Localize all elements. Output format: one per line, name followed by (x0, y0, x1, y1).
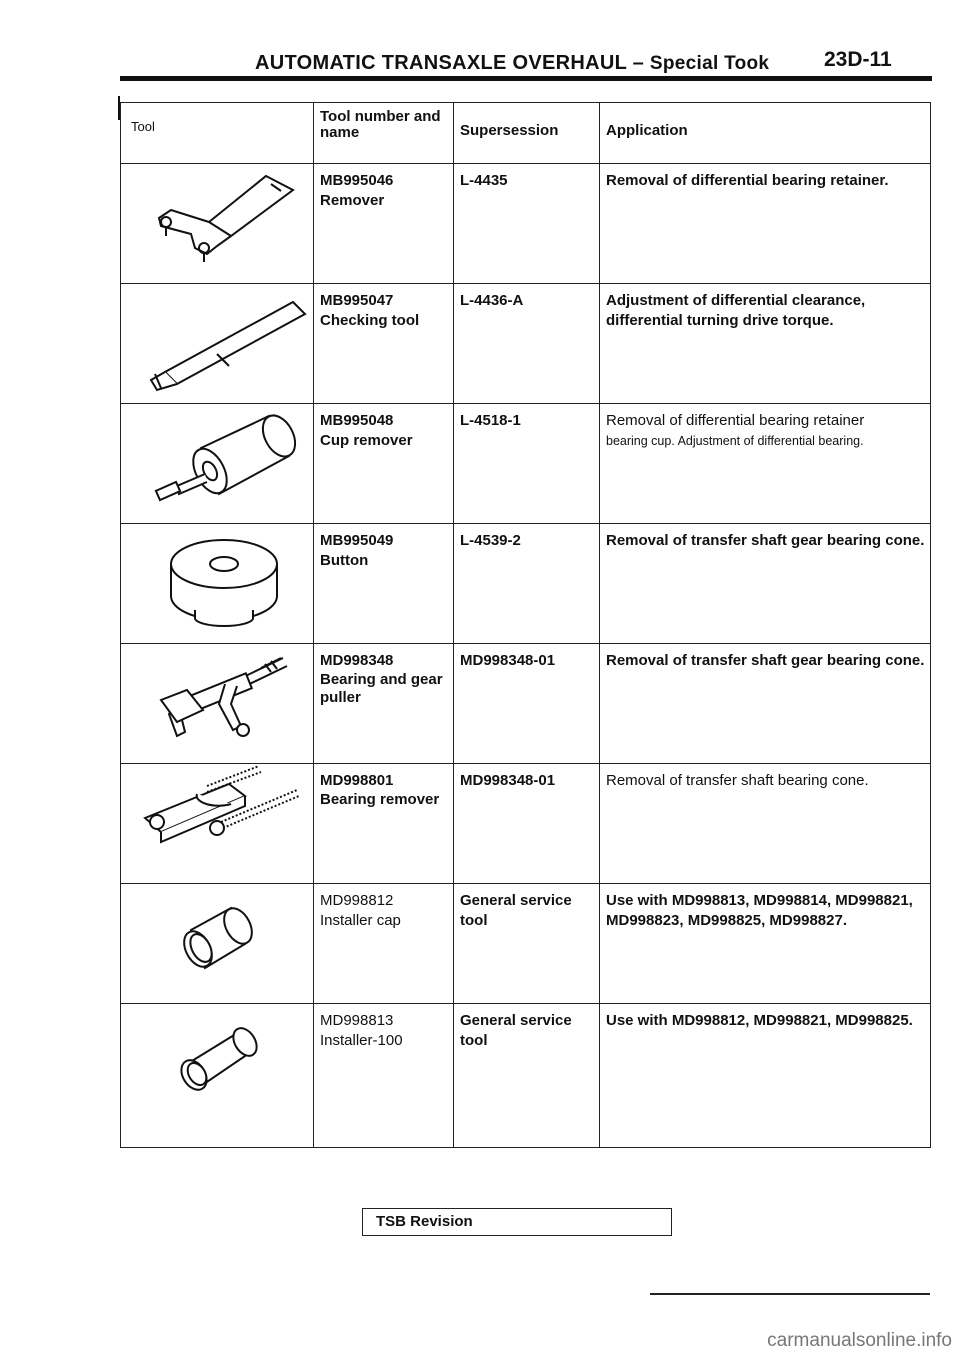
application-text: Adjustment of differential clearance, differential turning drive torque. (606, 292, 866, 329)
table-row (121, 884, 931, 1004)
tool-name: Installer-100 (320, 1032, 403, 1049)
tool-number-name-cell (314, 764, 454, 884)
supersession-cell (454, 284, 600, 404)
header-rule (120, 76, 932, 81)
table-row (121, 1004, 931, 1148)
supersession-value: General service tool (460, 892, 572, 929)
table-row (121, 164, 931, 284)
application-text: Removal of transfer shaft gear bearing cone. (606, 532, 925, 549)
column-header-supersession: Supersession (454, 103, 600, 164)
tool-number: MD998348 (320, 652, 394, 669)
spanner-wrench-icon (121, 164, 314, 276)
application-text: Removal of transfer shaft bearing cone. (606, 772, 869, 789)
application-text: Use with MD998813, MD998814, MD998821, MD998823, MD998825, MD998827. (606, 892, 913, 929)
tool-name: Bearing remover (320, 791, 440, 808)
application-cell (600, 164, 931, 284)
tool-illustration-cell (121, 284, 314, 404)
tool-number-name-cell (314, 524, 454, 644)
supersession-cell (454, 404, 600, 524)
footer-rule (650, 1293, 930, 1295)
supersession-value: MD998348-01 (460, 772, 556, 789)
tool-name: Checking tool (320, 312, 420, 329)
supersession-cell (454, 764, 600, 884)
application-cell (600, 1004, 931, 1148)
tsb-revision-box (362, 1208, 672, 1236)
installer-cap-icon (121, 884, 314, 996)
button-disc-icon (121, 524, 314, 636)
tool-number-name-cell (314, 884, 454, 1004)
tool-name: Button (320, 552, 369, 569)
page-number: 23D-11 (824, 48, 892, 71)
tool-name: Installer cap (320, 912, 401, 929)
supersession-value: MD998348-01 (460, 652, 556, 669)
tool-name: Cup remover (320, 432, 413, 449)
watermark: carmanualsonline.info (767, 1330, 952, 1351)
tool-number-name-cell (314, 1004, 454, 1148)
tool-number: MB995048 (320, 412, 394, 429)
tool-illustration-cell (121, 524, 314, 644)
application-cell (600, 644, 931, 764)
tool-illustration-cell (121, 644, 314, 764)
tool-number: MD998812 (320, 892, 394, 909)
application-cell (600, 404, 931, 524)
checking-rod-icon (121, 284, 314, 396)
supersession-cell (454, 524, 600, 644)
column-header-application: Application (600, 103, 931, 164)
cup-remover-icon (121, 404, 314, 516)
tool-number: MB995049 (320, 532, 394, 549)
table-row (121, 644, 931, 764)
application-text: Use with MD998812, MD998821, MD998825. (606, 1012, 913, 1029)
application-text-continued: bearing cup. Adjustment of differential bearing. (606, 434, 864, 448)
tool-name: Bearing and gear puller (320, 671, 443, 706)
application-text: Removal of transfer shaft gear bearing cone. (606, 652, 925, 669)
supersession-value: L-4539-2 (460, 532, 521, 549)
tool-number: MD998801 (320, 772, 394, 789)
application-cell (600, 764, 931, 884)
gear-puller-icon (121, 644, 314, 756)
tool-number-name-cell (314, 404, 454, 524)
table-header-row (121, 103, 931, 164)
tool-number: MB995047 (320, 292, 394, 309)
tool-number-name-cell (314, 164, 454, 284)
tool-number: MD998813 (320, 1012, 394, 1029)
tool-number-name-cell (314, 644, 454, 764)
column-header-tool-number: Tool number and name (314, 103, 454, 164)
supersession-value: L-4435 (460, 172, 508, 189)
supersession-value: L-4518-1 (460, 412, 521, 429)
application-cell (600, 884, 931, 1004)
supersession-cell (454, 1004, 600, 1148)
header-subtitle: Special Took (649, 53, 770, 74)
supersession-value: L-4436-A (460, 292, 524, 309)
supersession-cell (454, 164, 600, 284)
tool-illustration-cell (121, 164, 314, 284)
application-text: Removal of differential bearing retainer. (606, 172, 889, 189)
tool-number-name-cell (314, 284, 454, 404)
table-row (121, 524, 931, 644)
tool-number: MB995046 (320, 172, 394, 189)
table-row (121, 764, 931, 884)
column-header-tool: Tool (121, 103, 314, 164)
supersession-cell (454, 884, 600, 1004)
supersession-value: General service tool (460, 1012, 572, 1049)
tool-illustration-cell (121, 1004, 314, 1148)
application-text: Removal of differential bearing retainer (606, 412, 865, 429)
application-cell (600, 284, 931, 404)
tool-illustration-cell (121, 404, 314, 524)
table-row (121, 284, 931, 404)
application-cell (600, 524, 931, 644)
tsb-revision-label: TSB Revision (376, 1213, 473, 1230)
table-row (121, 404, 931, 524)
header-title-text: AUTOMATIC TRANSAXLE OVERHAUL – (255, 52, 645, 74)
header-title (255, 52, 769, 75)
bearing-remover-icon (121, 764, 314, 876)
installer-100-icon (121, 1004, 314, 1116)
tool-illustration-cell (121, 764, 314, 884)
special-tools-table (120, 102, 931, 1148)
supersession-cell (454, 644, 600, 764)
tool-illustration-cell (121, 884, 314, 1004)
tool-name: Remover (320, 192, 385, 209)
